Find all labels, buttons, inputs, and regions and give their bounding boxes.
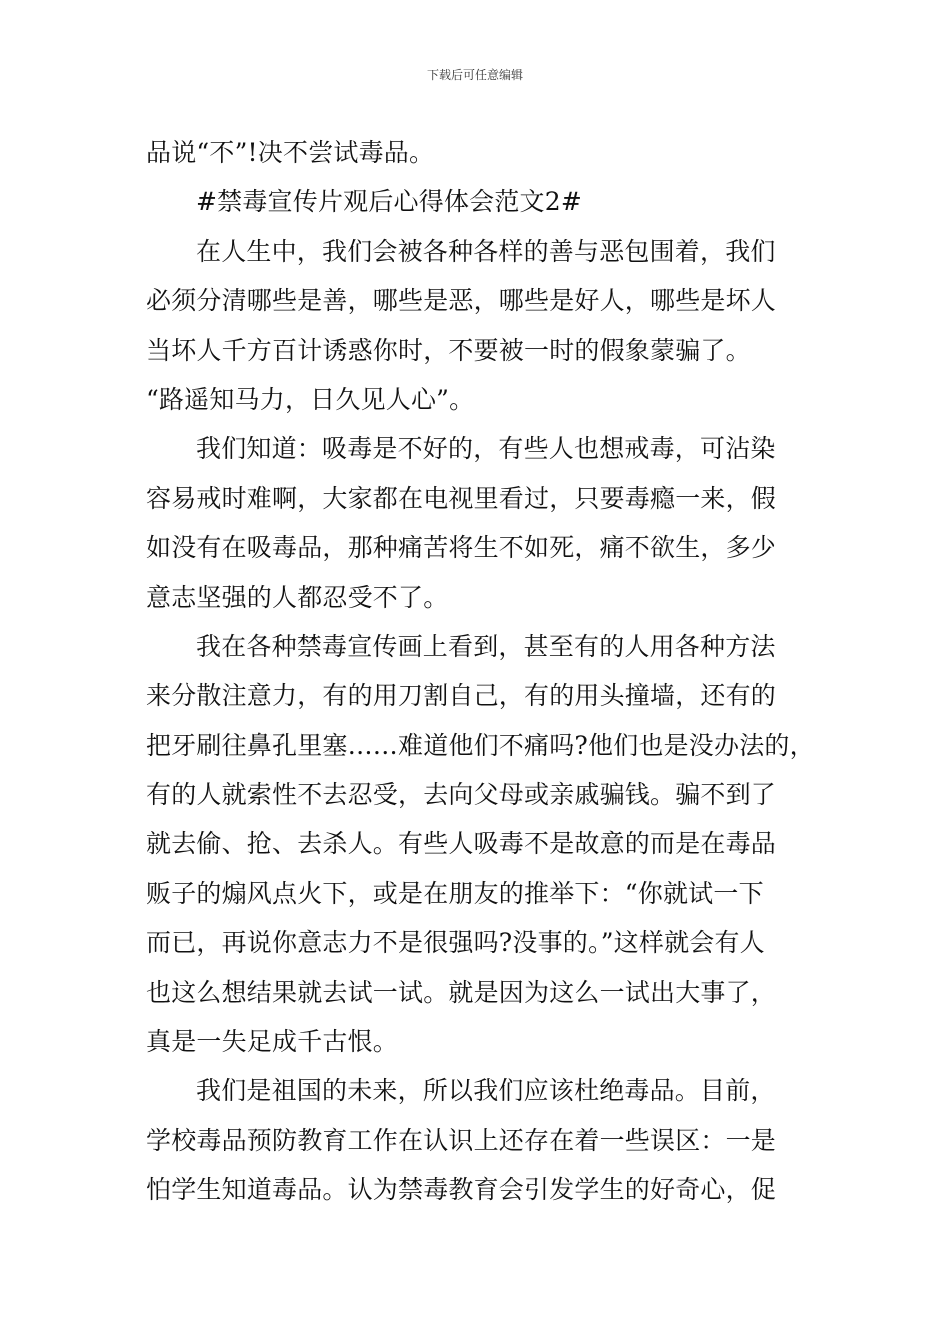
text-line: 必须分清哪些是善，哪些是恶，哪些是好人，哪些是坏人 (146, 286, 777, 316)
text-line: #禁毒宣传片观后心得体会范文2# (196, 187, 583, 217)
text-line: 怕学生知道毒品。认为禁毒教育会引发学生的好奇心，促 (146, 1175, 777, 1205)
page-header-note: 下载后可任意编辑 (426, 68, 523, 82)
document-body (146, 128, 816, 1215)
text-line: 容易戒时难啊，大家都在电视里看过，只要毒瘾一来，假 (146, 483, 777, 513)
text-line: 我们是祖国的未来，所以我们应该杜绝毒品。目前， (196, 1076, 776, 1106)
text-line: 真是一失足成千古恨。 (146, 1027, 399, 1057)
text-line: 意志坚强的人都忍受不了。 (146, 582, 449, 612)
text-line: 我在各种禁毒宣传画上看到，甚至有的人用各种方法 (196, 631, 776, 661)
text-line: 如没有在吸毒品，那种痛苦将生不如死，痛不欲生，多少 (146, 533, 777, 563)
text-line: 而已，再说你意志力不是很强吗?没事的。”这样就会有人 (146, 928, 765, 958)
text-line: 来分散注意力，有的用刀割自己，有的用头撞墙，还有的 (146, 681, 777, 711)
text-line: 把牙刷往鼻孔里塞……难道他们不痛吗?他们也是没办法的， (146, 730, 815, 760)
text-line: 学校毒品预防教育工作在认识上还存在着一些误区：一是 (146, 1125, 777, 1155)
text-line: 在人生中，我们会被各种各样的善与恶包围着，我们 (196, 236, 776, 266)
text-line: “路遥知马力，日久见人心”。 (146, 384, 475, 414)
text-line: 贩子的煽风点火下，或是在朋友的推举下：“你就试一下 (146, 878, 764, 908)
text-line: 我们知道：吸毒是不好的，有些人也想戒毒，可沾染 (196, 434, 776, 464)
text-line: 也这么想结果就去试一试。就是因为这么一试出大事了， (146, 977, 777, 1007)
text-line: 品说“不”!决不尝试毒品。 (146, 138, 435, 167)
text-line: 当坏人千方百计诱惑你时，不要被一时的假象蒙骗了。 (146, 335, 751, 365)
text-line: 就去偷、抢、去杀人。有些人吸毒不是故意的而是在毒品 (146, 829, 777, 859)
text-line: 有的人就索性不去忍受，去向父母或亲戚骗钱。骗不到了 (146, 780, 777, 810)
